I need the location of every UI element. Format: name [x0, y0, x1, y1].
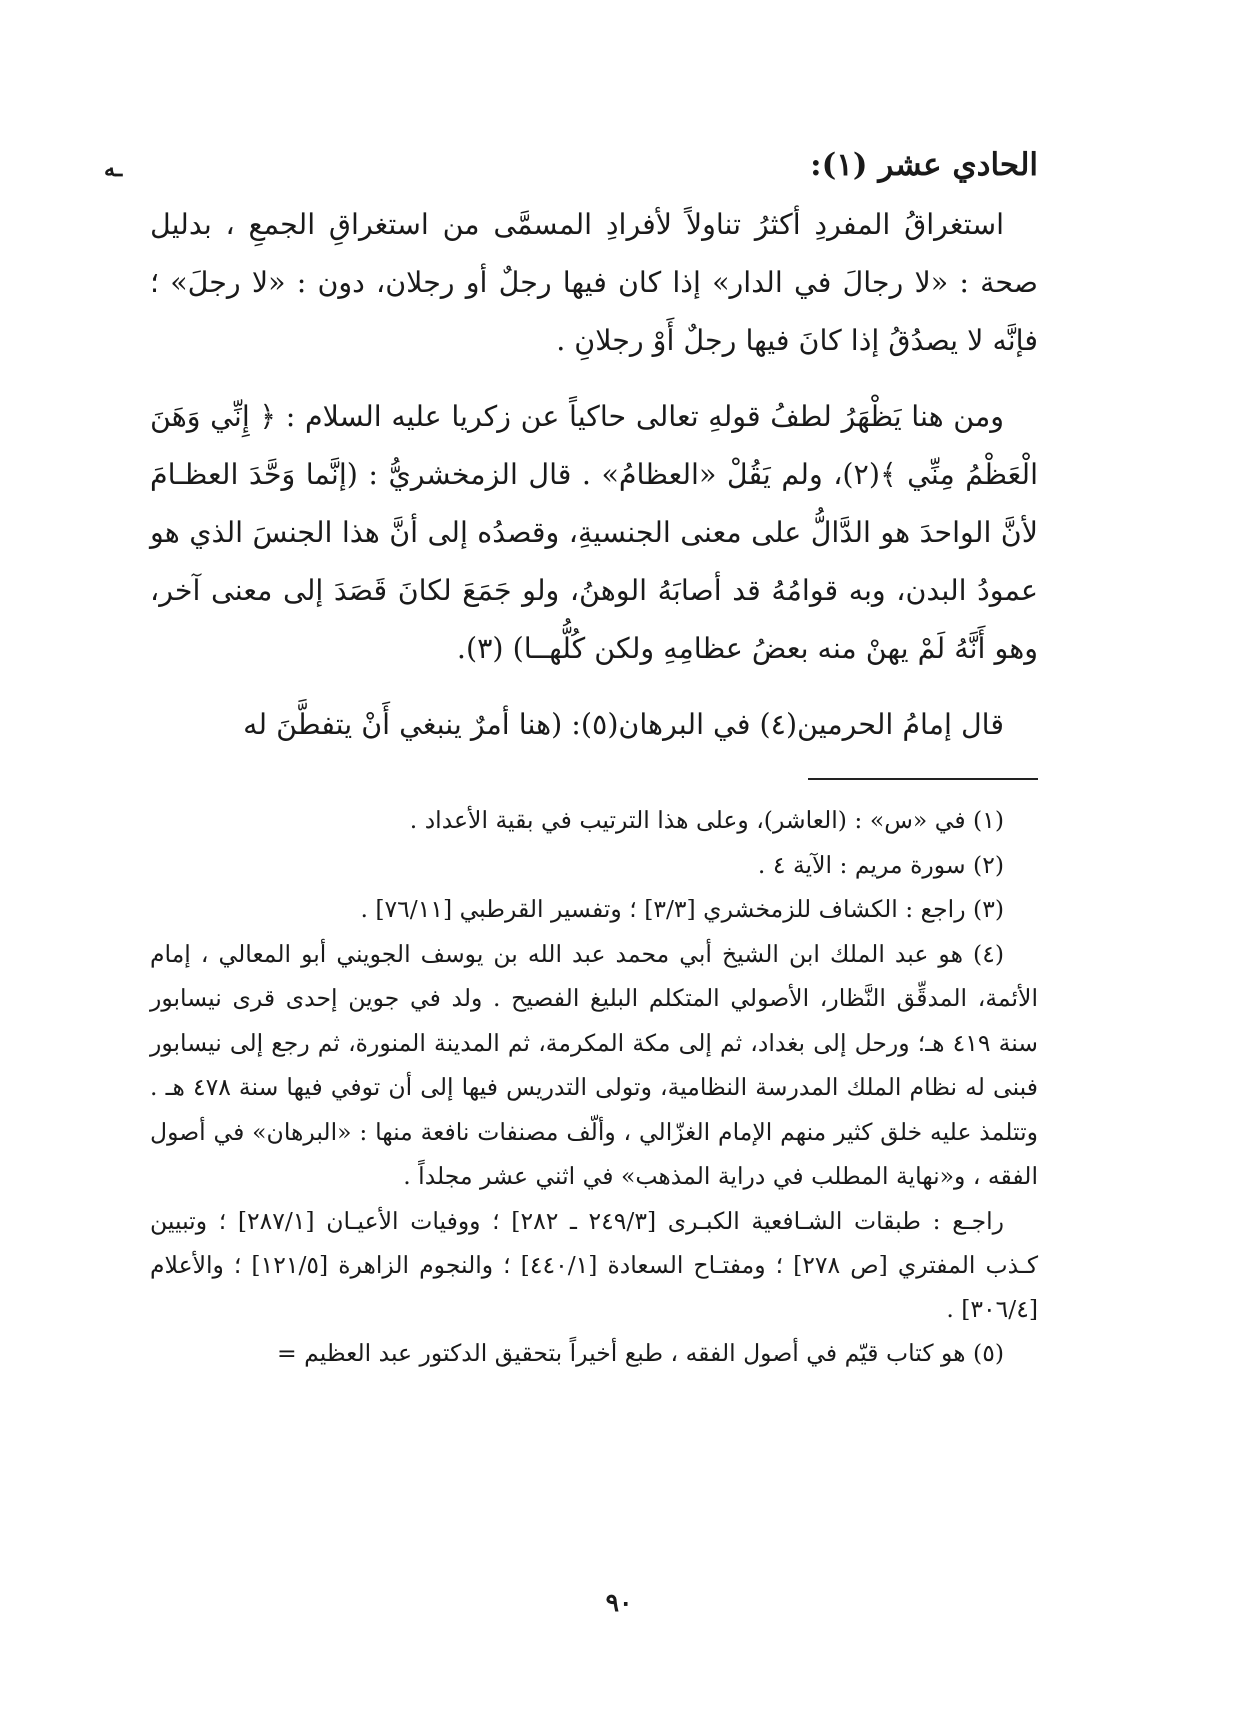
footnote-5: (٥) هو كتاب قيّم في أصول الفقه ، طبع أخيراً بتحقيق الدكتور عبد العظيم =: [276, 1338, 1004, 1367]
margin-mark: ـه: [104, 156, 123, 182]
body-paragraph-2: ومن هنا يَظْهَرُ لطفُ قولهِ تعالى حاكياً عن زكريا عليه السلام : ﴿ إِنِّي وَهَنَ الْعَظْمُ مِنِّي ﴾(٢)، ولم يَقُلْ «العظامُ» . قال الزمخشريُّ : (إنَّما وَحَّدَ العظـامَ لأنَّ الواحدَ هو الدَّالُّ على معنى الجنسيةِ، وقصدُه إلى أنَّ هذا الجنسَ الذي هو عمودُ البدن، وبه قوامُهُ قد أصابَهُ الوهنُ، ولو جَمَعَ لكانَ قَصَدَ إلى معنى آخر، وهو أَنَّهُ لَمْ يهنْ منه بعضُ عظامِهِ ولكن كُلُّهــا) (٣).: [150, 400, 1038, 665]
body-paragraph-3: قال إمامُ الحرمين(٤) في البرهان(٥): (هنا أمرٌ ينبغي أَنْ يتفطَّنَ له: [243, 708, 1004, 741]
paragraph-gap: [150, 370, 1038, 388]
footnote-2: (٢) سورة مريم : الآية ٤ .: [757, 850, 1004, 879]
body-paragraph-1: استغراقُ المفردِ أكثرُ تناولاً لأفرادِ المسمَّى من استغراقِ الجمعِ ، بدليل صحة : «لا رجالَ في الدار» إذا كان فيها رجلٌ أو رجلان، دون : «لا رجلَ» ؛ فإنَّه لا يصدُقُ إذا كانَ فيها رجلٌ أَوْ رجلانِ .: [150, 208, 1038, 357]
footnote-separator: [808, 778, 1038, 780]
footnote-1: (١) في «س» : (العاشر)، وعلى هذا الترتيب في بقية الأعداد .: [409, 806, 1004, 834]
footnote-4: (٤) هو عبد الملك ابن الشيخ أبي محمد عبد الله بن يوسف الجويني أبو المعالي ، إمام الأئمة، المدقِّق النَّظار، الأصولي المتكلم البليغ الفصيح . ولد في جوين إحدى قرى نيسابور سنة ٤١٩ هـ؛ ورحل إلى بغداد، ثم إلى مكة المكرمة، ثم المدينة المنورة، ثم رجع إلى نيسابور فبنى له نظام الملك المدرسة النظامية، وتولى التدريس فيها إلى أن توفي فيها سنة ٤٧٨ هـ . وتتلمذ عليه خلق كثير منهم الإمام الغزّالي ، وألّف مصنفات نافعة منها : «البرهان» في أصول الفقه ، و«نهاية المطلب في دراية المذهب» في اثني عشر مجلداً .: [150, 939, 1038, 1190]
page-content: [150, 140, 1038, 1375]
footnotes: [150, 798, 1038, 1375]
paragraph-gap: [150, 678, 1038, 696]
section-heading: الحادي عشر (١):: [810, 147, 1038, 183]
page-number: ٩٠: [605, 1588, 633, 1617]
footnote-4-references: راجـع : طبقات الشـافعية الكبـرى [٢٤٩/٣ ـ ٢٨٢] ؛ ووفيات الأعيـان [٢٨٧/١] ؛ وتبيين كـذب المفتري [ص ٢٧٨] ؛ ومفتـاح السعادة [٤٤٠/١] ؛ والنجوم الزاهرة [١٢١/٥] ؛ والأعلام [٣٠٦/٤] .: [150, 1206, 1039, 1323]
footnote-3: (٣) راجع : الكشاف للزمخشري [٣/٣] ؛ وتفسير القرطبي [٧٦/١١] .: [360, 895, 1004, 923]
